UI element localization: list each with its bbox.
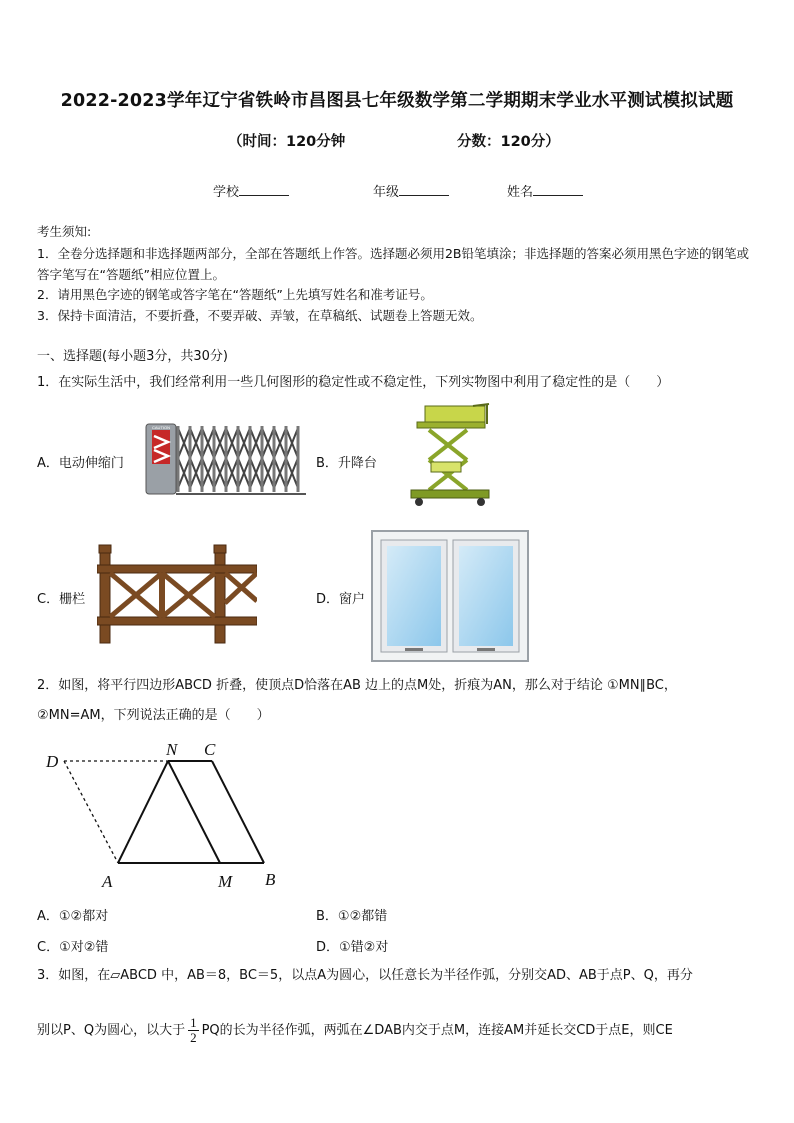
q2-stem-line2: ②MN=AM，下列说法正确的是（ ） [37,708,270,723]
fig-label-b: B [265,870,276,889]
q2-stem-line1: 2．如图，将平行四边形ABCD 折叠，使顶点D恰落在AB 边上的点M处，折痕为AN，那么对于结论 ①MN∥BC， [37,678,677,693]
notice-heading: 考生须知: [37,224,92,239]
grade-field [373,181,449,200]
gate-sign-text: CAUTION [152,425,170,430]
fig-label-c: C [204,740,216,759]
q1-option-d: D．窗户 [316,592,366,607]
fraction-denominator: 2 [190,1030,197,1045]
fig-label-d: D [46,752,59,771]
name-blank [533,183,583,196]
lift-platform-image [403,402,493,510]
name-field [507,181,583,200]
window-image [371,530,529,662]
q1-option-a: A．电动伸缩门 [37,456,124,471]
q2-option-d: D．①错②对 [316,940,389,955]
q2-option-a: A．①②都对 [37,909,109,924]
fence-image [97,543,257,646]
q1-option-b: B．升降台 [316,456,377,471]
school-blank [239,183,289,196]
gate-image [142,418,312,500]
fig-label-n: N [166,740,178,759]
q3-fraction [188,1016,199,1045]
school-field [213,181,289,200]
q2-figure [40,735,300,895]
q2-option-b: B．①②都错 [316,909,388,924]
grade-blank [399,183,449,196]
exam-score: 分数：120分） [457,134,560,150]
q3-line2-part1: 别以P、Q为圆心，以大于 [37,1023,186,1038]
name-label: 姓名 [507,185,534,200]
fig-label-m: M [218,872,233,891]
q3-line1: 3．如图，在▱ABCD 中，AB＝8，BC＝5，以点A为圆心，以任意长为半径作弧，分别交AD、AB于点P、Q，再分 [37,968,693,983]
fig-label-a: A [102,872,113,891]
q2-option-c: C．①对②错 [37,940,109,955]
fraction-numerator: 1 [190,1015,197,1030]
grade-label: 年级 [373,185,400,200]
notice-item-2: 2．请用黑色字迹的钢笔或答字笔在“答题纸”上先填写姓名和准考证号。 [37,287,433,302]
section-heading: 一、选择题(每小题3分，共30分) [37,349,228,364]
page-title: 2022-2023学年辽宁省铁岭市昌图县七年级数学第二学期期末学业水平测试模拟试题 [60,91,734,111]
q1-stem: 1．在实际生活中，我们经常利用一些几何图形的稳定性或不稳定性，下列实物图中利用了稳定性的是（ ） [37,375,670,390]
q1-option-c: C．栅栏 [37,592,86,607]
notice-item-3: 3．保持卡面清洁，不要折叠，不要弄破、弄皱，在草稿纸、试题卷上答题无效。 [37,308,483,323]
q3-line2-part2: PQ的长为半径作弧，两弧在∠DAB内交于点M，连接AM并延长交CD于点E，则CE [201,1023,673,1038]
exam-time: （时间：120分钟 [228,134,346,150]
q3-line2 [37,1016,673,1045]
notice-item-1: 1．全卷分选择题和非选择题两部分，全部在答题纸上作答。选择题必须用2B铅笔填涂；非选择题的答案必须用黑色字迹的钢笔或答字笔写在“答题纸”相应位置上。 [37,246,749,282]
school-label: 学校 [213,185,240,200]
